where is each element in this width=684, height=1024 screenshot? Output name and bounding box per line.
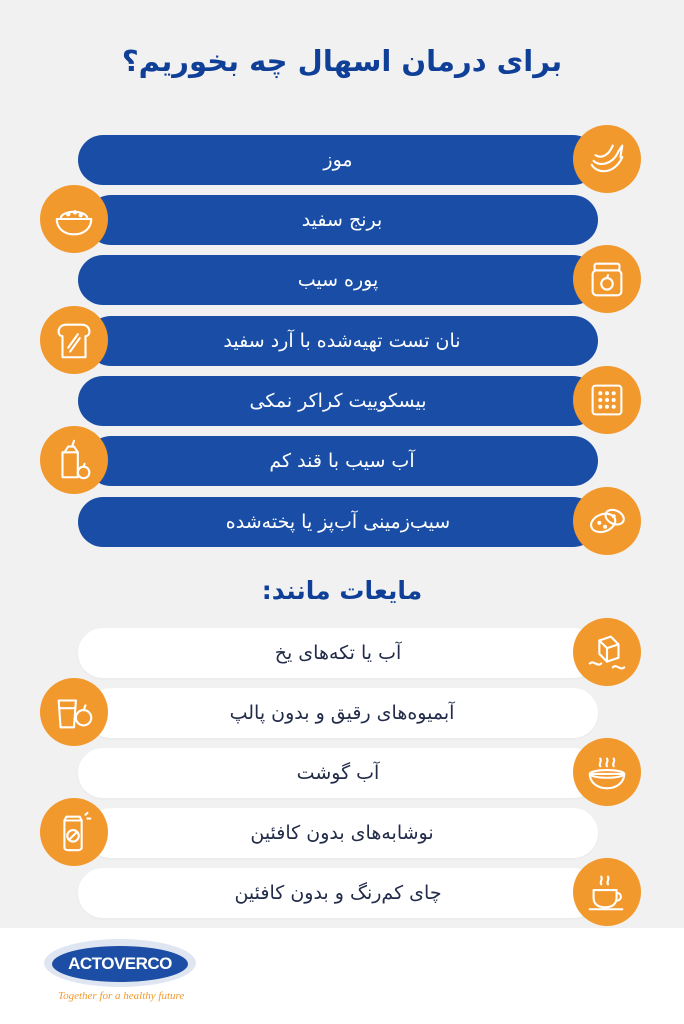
food-item-potato (78, 497, 598, 547)
food-item-crackers (78, 376, 598, 426)
tea-cup-icon (573, 858, 641, 926)
food-item-white-rice (86, 195, 598, 245)
food-item-banana (78, 135, 598, 185)
liquid-item-label: آبمیوه‌های رقیق و بدون پالپ (229, 702, 455, 724)
liquid-item-label: چای کم‌رنگ و بدون کافئین (234, 882, 442, 904)
food-item-label: موز (323, 149, 353, 171)
food-item-toast (86, 316, 598, 366)
broth-bowl-icon (573, 738, 641, 806)
ice-cubes-icon (573, 618, 641, 686)
food-item-label: پوره سیب (297, 269, 379, 291)
potato-icon (573, 487, 641, 555)
toast-icon (40, 306, 108, 374)
logo-tagline: Together for a healthy future (58, 990, 185, 1002)
food-item-label: آب سیب با قند کم (269, 450, 415, 472)
liquid-item-water-ice (78, 628, 598, 678)
applesauce-jar-icon (573, 245, 641, 313)
liquids-title: مایعات مانند: (261, 576, 423, 605)
banana-icon (573, 125, 641, 193)
food-item-applesauce (78, 255, 598, 305)
food-item-label: بیسکوییت کراکر نمکی (249, 390, 427, 412)
cracker-icon (573, 366, 641, 434)
food-item-label: برنج سفید (301, 209, 383, 231)
liquid-item-broth (78, 748, 598, 798)
liquid-item-label: آب یا تکه‌های یخ (274, 642, 402, 664)
liquid-item-tea (78, 868, 598, 918)
liquid-item-soda (86, 808, 598, 858)
actoverco-logo: ACTOVERCO (52, 946, 188, 982)
rice-bowl-icon (40, 185, 108, 253)
food-item-apple-juice (86, 436, 598, 486)
food-item-label: سیب‌زمینی آب‌پز یا پخته‌شده (225, 511, 451, 533)
apple-juice-icon (40, 426, 108, 494)
liquid-item-juice (86, 688, 598, 738)
liquid-item-label: آب گوشت (296, 762, 380, 784)
liquid-item-label: نوشابه‌های بدون کافئین (250, 822, 434, 844)
food-item-label: نان تست تهیه‌شده با آرد سفید (223, 330, 461, 352)
soda-can-icon (40, 798, 108, 866)
fruit-juice-icon (40, 678, 108, 746)
page-title: برای درمان اسهال چه بخوریم؟ (121, 44, 563, 78)
